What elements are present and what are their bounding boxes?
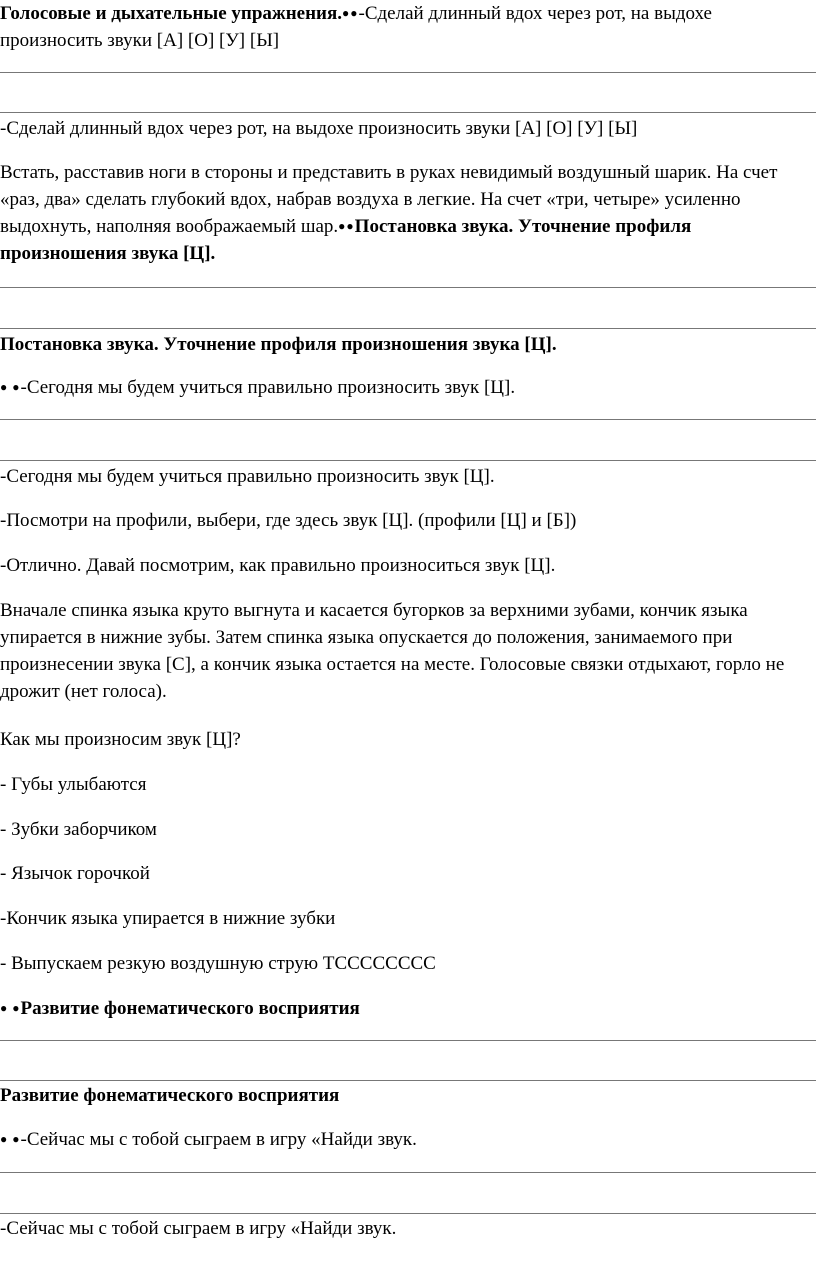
header-intro: -Сделай длинный вдох через рот, на выдохе произносить звуки [А] [О] [У] [Ы]: [0, 3, 712, 51]
step-list-item: - Язычок горочкой: [0, 863, 150, 884]
section4-heading-paragraph: [0, 1082, 812, 1109]
section3-line: -Посмотри на профили, выбери, где здесь звук [Ц]. (профили [Ц] и [Б]): [0, 510, 577, 531]
section2-bullet-paragraph: [0, 374, 812, 401]
section1-line: -Сделай длинный вдох через рот, на выдохе произносить звуки [А] [О] [У] [Ы]: [0, 118, 638, 139]
divider: [0, 1172, 816, 1173]
section1-paragraph: [0, 159, 812, 267]
divider: [0, 1040, 816, 1041]
header-title: Голосовые и дыхательные упражнения.: [0, 3, 342, 24]
step-list-item: - Зубки заборчиком: [0, 819, 157, 840]
divider: [0, 460, 816, 461]
bullet-dots-icon: ● ●: [0, 1001, 21, 1015]
section1-paragraph-text: Встать, расставив ноги в стороны и представить в руках невидимый воздушный шарик. На счет «раз, два» сделать глубокий вдох, набрав воздуха в легкие. На счет «три, четыре» усиленно выдохнуть, наполняя воображаемый шар.: [0, 162, 778, 237]
step-list-item: - Губы улыбаются: [0, 774, 147, 795]
section4-heading: Развитие фонематического восприятия: [0, 1085, 340, 1106]
section2-bullet-line: -Сегодня мы будем учиться правильно произносить звук [Ц].: [20, 377, 516, 398]
bullet-dots-icon: ●●: [342, 6, 359, 20]
section3-line: -Отлично. Давай посмотрим, как правильно произноситься звук [Ц].: [0, 555, 556, 576]
section3-description: Вначале спинка языка круто выгнута и касается бугорков за верхними зубами, кончик языка упирается в нижние зубы. Затем спинка языка опускается до положения, занимаемого при произнесении звука [С], а кончик языка остается на месте. Голосовые связки отдыхают, горло не дрожит (нет голоса).: [0, 600, 785, 702]
divider: [0, 1213, 816, 1214]
divider: [0, 112, 816, 113]
section3-next-paragraph: [0, 995, 812, 1022]
section4-bullet-line: -Сейчас мы с тобой сыграем в игру «Найди звук.: [20, 1129, 417, 1150]
divider: [0, 72, 816, 73]
divider: [0, 1080, 816, 1081]
bullet-dots-icon: ● ●: [0, 380, 21, 394]
section3-next-heading: Развитие фонематического восприятия: [20, 998, 360, 1019]
header-paragraph: [0, 0, 812, 54]
divider: [0, 419, 816, 420]
step-list-item: - Выпускаем резкую воздушную струю ТСССССССС: [0, 953, 436, 974]
bullet-dots-icon: ●●: [338, 219, 355, 233]
section1-next-heading: Постановка звука. Уточнение профиля произношения звука [Ц].: [0, 216, 692, 264]
section5-line: -Сейчас мы с тобой сыграем в игру «Найди звук.: [0, 1218, 397, 1239]
section4-bullet-paragraph: [0, 1126, 812, 1153]
divider: [0, 328, 816, 329]
section3-line: -Сегодня мы будем учиться правильно произносить звук [Ц].: [0, 466, 495, 487]
section2-heading-paragraph: [0, 331, 812, 358]
section3-question: Как мы произносим звук [Ц]?: [0, 729, 241, 750]
divider: [0, 287, 816, 288]
section2-heading: Постановка звука. Уточнение профиля произношения звука [Ц].: [0, 334, 557, 355]
step-list-item: -Кончик языка упирается в нижние зубки: [0, 908, 336, 929]
bullet-dots-icon: ● ●: [0, 1132, 21, 1146]
